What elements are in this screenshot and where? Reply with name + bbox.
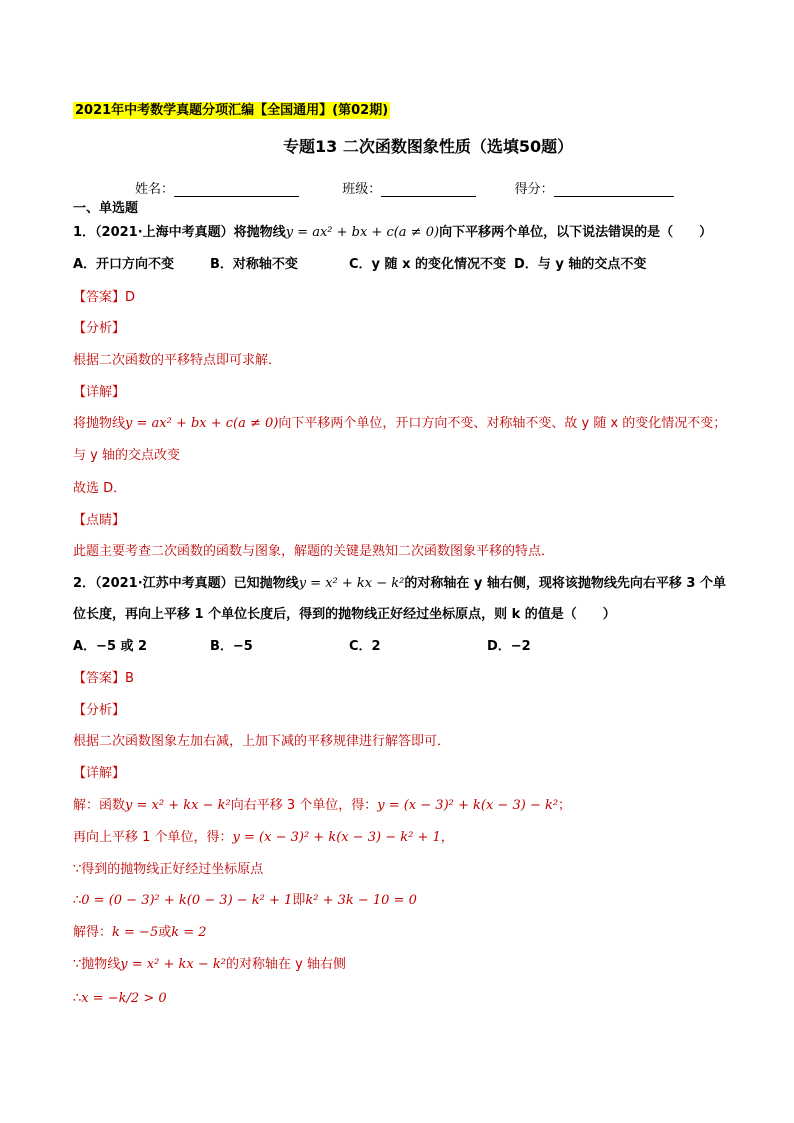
q2-d1-text-c: ； <box>558 798 572 813</box>
q1-option-c[interactable]: C．y 随 x 的变化情况不变 <box>349 257 506 272</box>
info-fields <box>135 178 674 197</box>
q2-d5-text-a: 解得： <box>73 925 113 940</box>
q2-stem-line1 <box>73 575 726 593</box>
q2-d6-text-a: ∵抛物线 <box>73 957 121 972</box>
q1-answer <box>73 289 135 307</box>
q2-d1-math-2: y = (x − 3)² + k(x − 3) − k² <box>377 798 559 813</box>
q2-d7-math: x = −k/2 > 0 <box>81 991 167 1006</box>
q1-analysis-label: 【分析】 <box>73 321 126 336</box>
q1-option-b[interactable]: B．对称轴不变 <box>210 257 298 272</box>
class-label: 班级： <box>342 182 382 197</box>
q2-d5-math: k = −5 <box>112 925 159 940</box>
name-label: 姓名： <box>135 182 175 197</box>
q1-answer-value: D <box>125 290 136 305</box>
q2-d1-text-a: 解：函数 <box>73 798 126 813</box>
q1-detail-line1 <box>73 415 726 433</box>
section-heading: 一、单选题 <box>73 201 139 216</box>
q2-answer-value: B <box>125 671 134 686</box>
q2-d2-text-a: 再向上平移 1 个单位，得： <box>73 830 233 845</box>
q2-stem-text-b: 的对称轴在 y 轴右侧，现将该抛物线先向右平移 3 个单 <box>404 576 726 591</box>
q1-stem-math: y = ax² + bx + c(a ≠ 0) <box>285 225 440 240</box>
q1-stem <box>73 224 712 242</box>
q2-detail-line4 <box>73 892 417 910</box>
q2-d1-math: y = x² + kx − k² <box>125 798 231 813</box>
q1-detail-line2: 与 y 轴的交点改变 <box>73 448 180 463</box>
q1-detail-line3: 故选 D． <box>73 481 127 496</box>
q1-option-a[interactable]: A．开口方向不变 <box>73 257 175 272</box>
name-field[interactable] <box>174 184 299 197</box>
q2-d2-text-b: ， <box>440 830 454 845</box>
q2-d1-text-b: 向右平移 3 个单位，得： <box>230 798 378 813</box>
q1-source: （2021·上海中考真题） <box>95 225 234 240</box>
q2-analysis-label: 【分析】 <box>73 703 126 718</box>
q2-d4-math-2: k² + 3k − 10 = 0 <box>305 893 417 908</box>
q2-detail-line2 <box>73 829 454 847</box>
q1-answer-label: 【答案】 <box>73 290 126 305</box>
q1-detail-text-b: 向下平移两个单位，开口方向不变、对称轴不变、故 y 随 x 的变化情况不变； <box>278 416 727 431</box>
q2-source: （2021·江苏中考真题） <box>95 576 234 591</box>
q2-option-c[interactable]: C．2 <box>349 639 381 654</box>
q2-option-d[interactable]: D．−2 <box>487 639 531 654</box>
q1-number: 1． <box>73 225 96 240</box>
q1-option-d[interactable]: D．与 y 轴的交点不变 <box>514 257 647 272</box>
q1-options <box>73 256 646 274</box>
q2-stem-text-a: 已知抛物线 <box>233 576 299 591</box>
q1-detail-text-a: 将抛物线 <box>73 416 126 431</box>
q2-stem-math: y = x² + kx − k² <box>298 576 405 591</box>
q2-option-a[interactable]: A．−5 或 2 <box>73 639 148 654</box>
page-title: 专题13 二次函数图象性质（选填50题） <box>283 137 574 156</box>
q2-answer-label: 【答案】 <box>73 671 126 686</box>
q1-detail-math: y = ax² + bx + c(a ≠ 0) <box>125 416 279 431</box>
q2-d2-math: y = (x − 3)² + k(x − 3) − k² + 1 <box>232 830 441 845</box>
q2-options <box>73 638 531 656</box>
q2-analysis: 根据二次函数图象左加右减，上加下减的平移规律进行解答即可． <box>73 734 451 749</box>
q2-detail-line1 <box>73 797 571 815</box>
q1-comment-label: 【点睛】 <box>73 513 126 528</box>
q1-stem-text-b: 向下平移两个单位，以下说法错误的是（ ） <box>439 225 713 240</box>
q2-d7-text-a: ∴ <box>73 991 82 1006</box>
q2-d5-text-b: 或 <box>158 925 172 940</box>
q2-d6-math: y = x² + kx − k² <box>120 957 226 972</box>
q2-d4-text-a: ∴ <box>73 893 82 908</box>
class-field[interactable] <box>381 184 476 197</box>
q2-detail-line5 <box>73 924 207 942</box>
q2-d6-text-b: 的对称轴在 y 轴右侧 <box>225 957 346 972</box>
q1-comment: 此题主要考查二次函数的函数与图象，解题的关键是熟知二次函数图象平移的特点． <box>73 544 555 559</box>
q2-detail-line6 <box>73 956 346 974</box>
q2-d5-math-2: k = 2 <box>171 925 207 940</box>
score-label: 得分： <box>514 182 554 197</box>
q2-detail-line3: ∵得到的抛物线正好经过坐标原点 <box>73 862 264 877</box>
q2-d4-text-b: 即 <box>292 893 306 908</box>
q2-option-b[interactable]: B．−5 <box>210 639 253 654</box>
q2-detail-line7 <box>73 990 167 1008</box>
q2-answer <box>73 670 134 688</box>
q2-number: 2． <box>73 576 96 591</box>
q1-stem-text-a: 将抛物线 <box>233 225 286 240</box>
banner-text: 2021年中考数学真题分项汇编【全国通用】(第02期) <box>75 103 389 118</box>
score-field[interactable] <box>554 184 674 197</box>
q2-d4-math: 0 = (0 − 3)² + k(0 − 3) − k² + 1 <box>81 893 293 908</box>
q1-analysis: 根据二次函数的平移特点即可求解． <box>73 353 282 368</box>
header-banner <box>73 102 390 120</box>
q1-detail-label: 【详解】 <box>73 385 126 400</box>
q2-detail-label: 【详解】 <box>73 766 126 781</box>
q2-stem-line2: 位长度，再向上平移 1 个单位长度后，得到的抛物线正好经过坐标原点，则 k 的值是（ ） <box>73 607 616 622</box>
